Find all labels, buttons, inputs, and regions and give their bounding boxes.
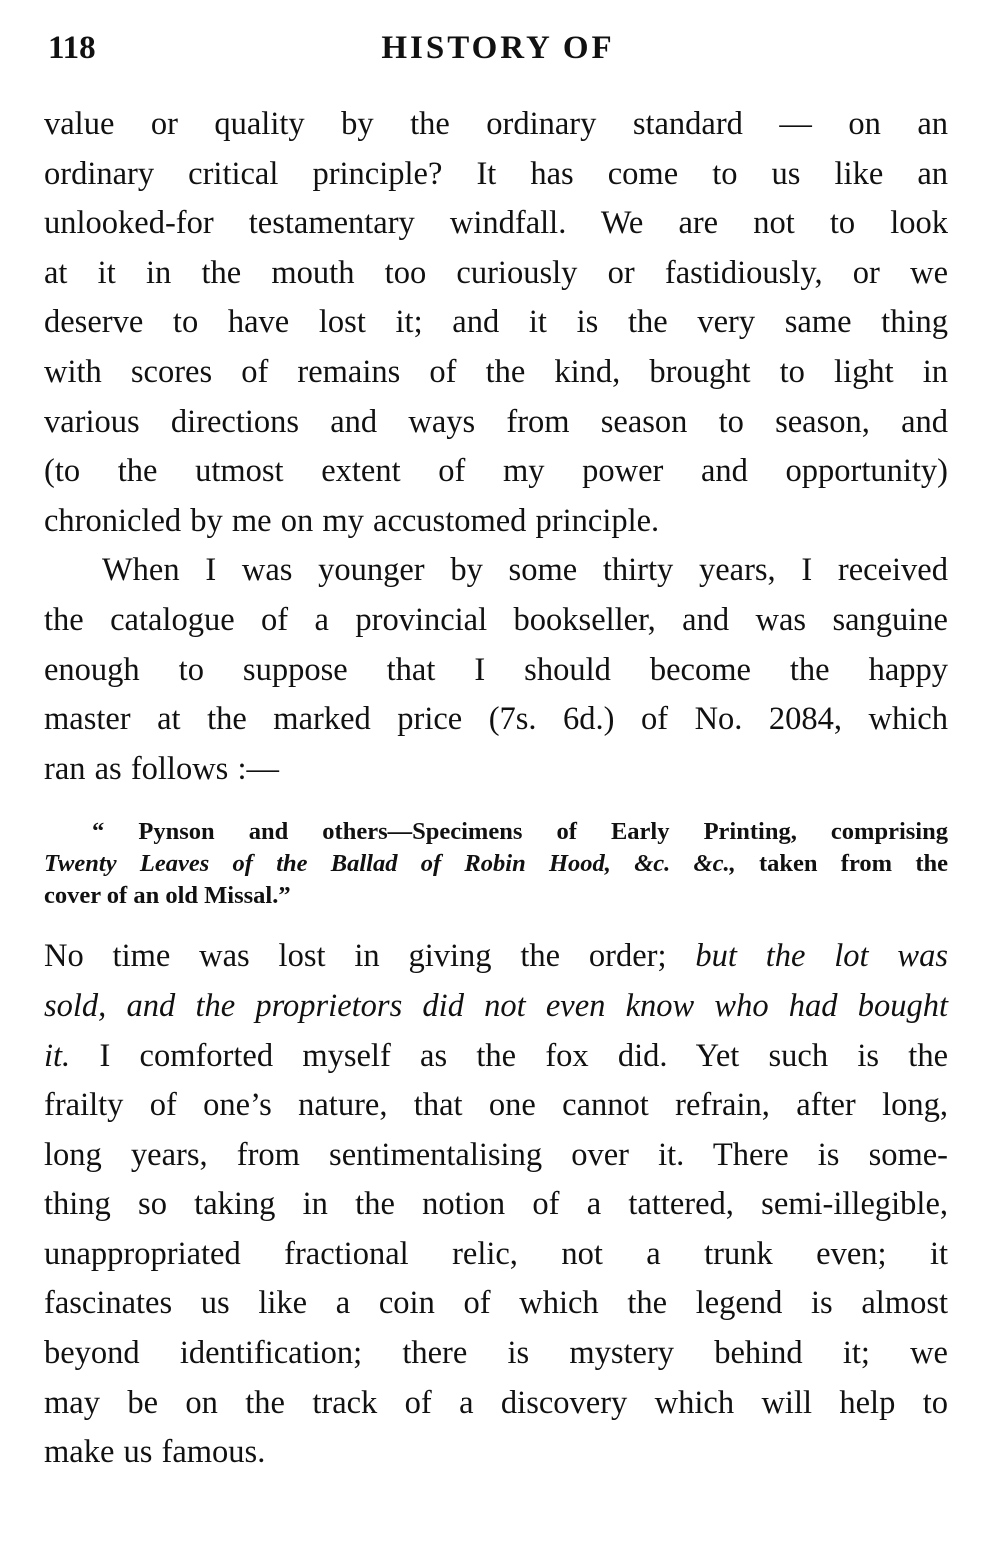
- text-line: long years, from sentimentalising over it. There is some-: [44, 1136, 948, 1173]
- paragraph-2: [44, 546, 948, 794]
- text-line: make us famous.: [44, 1434, 266, 1471]
- text-line: enough to suppose that I should become the happy: [44, 651, 948, 688]
- text-line: fascinates us like a coin of which the legend is almost: [44, 1285, 948, 1322]
- text-line: (to the utmost extent of my power and opportunity): [44, 453, 948, 490]
- quote-line: [44, 848, 948, 880]
- paragraph-3: [44, 932, 948, 1478]
- quote-line: cover of an old Missal.”: [44, 882, 291, 910]
- text-roman: I comforted myself as the fox did. Yet such is the: [70, 1037, 948, 1074]
- text-line: sold, and the proprietors did not even know who had bought: [44, 987, 948, 1024]
- page-number: 118: [48, 30, 96, 66]
- text-line: chronicled by me on my accustomed principle.: [44, 502, 660, 539]
- text-line: with scores of remains of the kind, brought to light in: [44, 353, 948, 390]
- text-line: at it in the mouth too curiously or fastidiously, or we: [44, 254, 948, 291]
- block-quote: [44, 816, 948, 912]
- text-line: thing so taking in the notion of a tattered, semi-illegible,: [44, 1186, 948, 1223]
- text-line: may be on the track of a discovery which will help to: [44, 1384, 948, 1421]
- text-line: the catalogue of a provincial bookseller, and was sanguine: [44, 601, 948, 638]
- text-line: ordinary critical principle? It has come to us like an: [44, 155, 948, 192]
- text-line: unlooked-for testamentary windfall. We are not to look: [44, 205, 948, 242]
- text-roman: No time was lost in giving the order;: [44, 938, 696, 975]
- quote-text: taken from the: [735, 850, 948, 878]
- quote-line: “ Pynson and others—Specimens of Early Printing, comprising: [92, 818, 948, 846]
- text-line: ran as follows :—: [44, 750, 279, 787]
- text-line: value or quality by the ordinary standard — on an: [44, 106, 948, 142]
- running-head: HISTORY OF: [381, 30, 615, 66]
- text-line: When I was younger by some thirty years, I received: [102, 552, 948, 589]
- paragraph-1: [44, 100, 948, 546]
- text-line: various directions and ways from season to season, and: [44, 403, 948, 440]
- text-line: frailty of one’s nature, that one cannot refrain, after long,: [44, 1087, 948, 1124]
- text-line: unappropriated fractional relic, not a trunk even; it: [44, 1235, 948, 1272]
- quote-italic-title: Twenty Leaves of the Ballad of Robin Hood, &c. &c.,: [44, 850, 736, 878]
- text-line: [44, 932, 948, 982]
- text-italic: but the lot was: [695, 938, 948, 975]
- page-body: [44, 100, 948, 1478]
- page-header: [48, 30, 948, 80]
- text-line: [44, 1032, 948, 1082]
- text-line: beyond identification; there is mystery behind it; we: [44, 1335, 948, 1372]
- text-line: master at the marked price (7s. 6d.) of No. 2084, which: [44, 701, 948, 738]
- text-italic: it.: [44, 1037, 71, 1074]
- text-line: deserve to have lost it; and it is the very same thing: [44, 304, 948, 341]
